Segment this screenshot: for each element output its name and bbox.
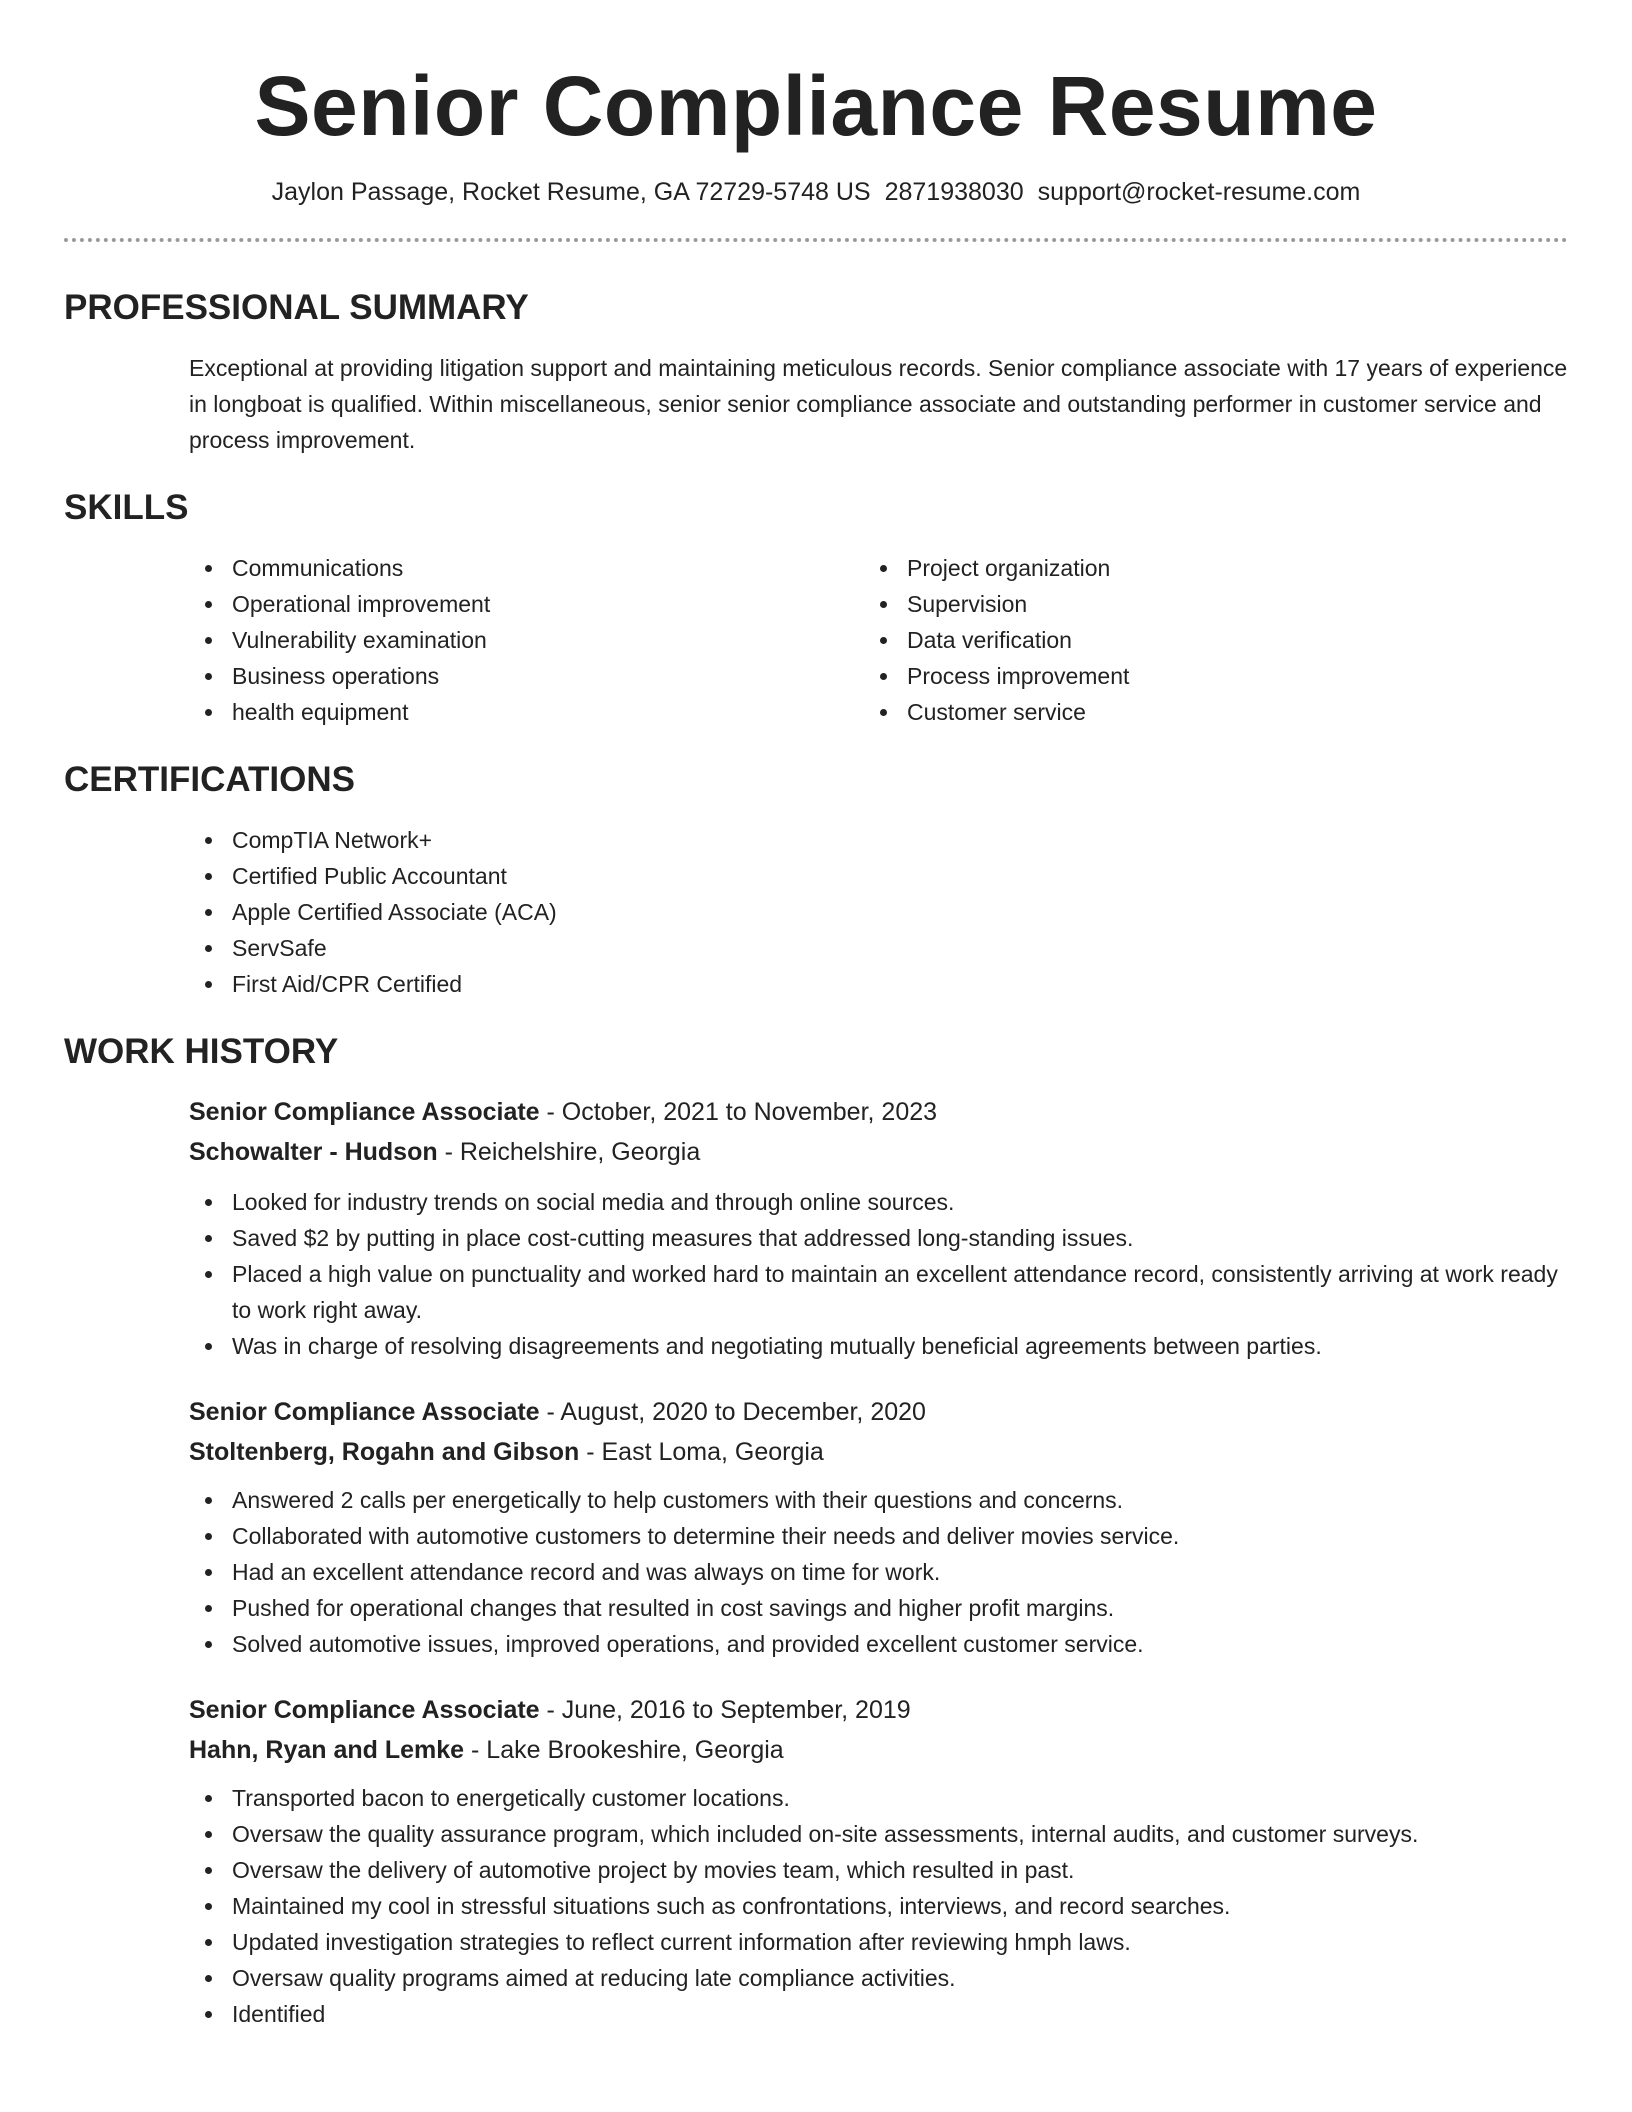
certification-item: Apple Certified Associate (ACA) xyxy=(189,894,1568,930)
job-bullet: Collaborated with automotive customers to determine their needs and deliver movies service. xyxy=(189,1518,1568,1554)
job-bullets xyxy=(189,1780,1568,2032)
job-bullet: Oversaw the delivery of automotive project by movies team, which resulted in past. xyxy=(189,1852,1568,1888)
job-dates: - June, 2016 to September, 2019 xyxy=(539,1696,911,1724)
summary-heading: PROFESSIONAL SUMMARY xyxy=(64,288,529,327)
job-bullet: Saved $2 by putting in place cost-cutting measures that addressed long-standing issues. xyxy=(189,1220,1568,1256)
job-bullet: Placed a high value on punctuality and worked hard to maintain an excellent attendance record, consistently arriving at work ready to work right away. xyxy=(189,1256,1568,1328)
job-bullet: Had an excellent attendance record and was always on time for work. xyxy=(189,1554,1568,1590)
job-role: Senior Compliance Associate xyxy=(189,1696,540,1724)
skill-item: Operational improvement xyxy=(189,586,864,622)
job-company-line xyxy=(189,1132,1568,1172)
job-role: Senior Compliance Associate xyxy=(189,1098,540,1126)
skill-item: Data verification xyxy=(864,622,1539,658)
skill-item: Communications xyxy=(189,550,864,586)
job-title-line xyxy=(189,1690,1568,1730)
skill-item: Vulnerability examination xyxy=(189,622,864,658)
job-title-line xyxy=(189,1392,1568,1432)
certifications-heading: CERTIFICATIONS xyxy=(64,760,356,799)
certification-item: ServSafe xyxy=(189,930,1568,966)
job-company: Hahn, Ryan and Lemke xyxy=(189,1736,465,1764)
skills-list-left xyxy=(189,550,864,730)
job-location: - Reichelshire, Georgia xyxy=(437,1138,701,1166)
skill-item: Business operations xyxy=(189,658,864,694)
job-bullet: Maintained my cool in stressful situations such as confrontations, interviews, and record searches. xyxy=(189,1888,1568,1924)
job-entry xyxy=(189,1392,1568,1662)
job-company: Stoltenberg, Rogahn and Gibson xyxy=(189,1438,580,1466)
skill-item: Customer service xyxy=(864,694,1539,730)
skills-heading: SKILLS xyxy=(64,488,189,527)
certification-item: First Aid/CPR Certified xyxy=(189,966,1568,1002)
contact-email: support@rocket-resume.com xyxy=(1037,178,1361,206)
work-history-heading: WORK HISTORY xyxy=(64,1032,339,1071)
job-role: Senior Compliance Associate xyxy=(189,1398,540,1426)
summary-text: Exceptional at providing litigation support and maintaining meticulous records. Senior compliance associate with 17 years of experience in longboat is qualified. Within miscellaneous, senior senior compliance associate and outstanding performer in customer service and process improvement. xyxy=(189,355,1568,453)
job-bullet: Identified xyxy=(189,1996,1568,2032)
job-bullets xyxy=(189,1184,1568,1364)
skills-list-right xyxy=(864,550,1539,730)
job-bullet: Pushed for operational changes that resulted in cost savings and higher profit margins. xyxy=(189,1590,1568,1626)
job-company-line xyxy=(189,1432,1568,1472)
job-dates: - October, 2021 to November, 2023 xyxy=(539,1098,938,1126)
contact-address: Jaylon Passage, Rocket Resume, GA 72729-5748 US xyxy=(271,178,871,206)
job-bullet: Updated investigation strategies to reflect current information after reviewing hmph laws. xyxy=(189,1924,1568,1960)
job-bullet: Answered 2 calls per energetically to help customers with their questions and concerns. xyxy=(189,1482,1568,1518)
job-bullets xyxy=(189,1482,1568,1662)
job-company: Schowalter - Hudson xyxy=(189,1138,438,1166)
job-entry xyxy=(189,1690,1568,2032)
job-bullet: Oversaw quality programs aimed at reducing late compliance activities. xyxy=(189,1960,1568,1996)
work-history-section xyxy=(64,1030,1568,2032)
resume-title: Senior Compliance Resume xyxy=(254,59,1378,153)
skill-item: Supervision xyxy=(864,586,1539,622)
job-entry xyxy=(189,1092,1568,1364)
certification-item: Certified Public Accountant xyxy=(189,858,1568,894)
contact-phone: 2871938030 xyxy=(884,178,1024,206)
job-bullet: Solved automotive issues, improved operations, and provided excellent customer service. xyxy=(189,1626,1568,1662)
job-bullet: Looked for industry trends on social media and through online sources. xyxy=(189,1184,1568,1220)
skill-item: Process improvement xyxy=(864,658,1539,694)
job-location: - East Loma, Georgia xyxy=(579,1438,824,1466)
certification-item: CompTIA Network+ xyxy=(189,822,1568,858)
certifications-section xyxy=(64,758,1568,1002)
job-bullet: Was in charge of resolving disagreements and negotiating mutually beneficial agreements between parties. xyxy=(189,1328,1568,1364)
skill-item: Project organization xyxy=(864,550,1539,586)
job-bullet: Transported bacon to energetically customer locations. xyxy=(189,1780,1568,1816)
summary-section xyxy=(64,286,1568,458)
certifications-list xyxy=(189,822,1568,1002)
job-company-line xyxy=(189,1730,1568,1770)
header-divider xyxy=(64,238,1568,242)
job-location: - Lake Brookeshire, Georgia xyxy=(464,1736,784,1764)
skills-grid xyxy=(189,550,1568,730)
job-title-line xyxy=(189,1092,1568,1132)
skills-section xyxy=(64,486,1568,730)
job-bullet: Oversaw the quality assurance program, which included on-site assessments, internal audits, and customer surveys. xyxy=(189,1816,1568,1852)
resume-page xyxy=(64,0,1568,2032)
skill-item: health equipment xyxy=(189,694,864,730)
job-dates: - August, 2020 to December, 2020 xyxy=(539,1398,926,1426)
contact-line xyxy=(64,174,1568,210)
